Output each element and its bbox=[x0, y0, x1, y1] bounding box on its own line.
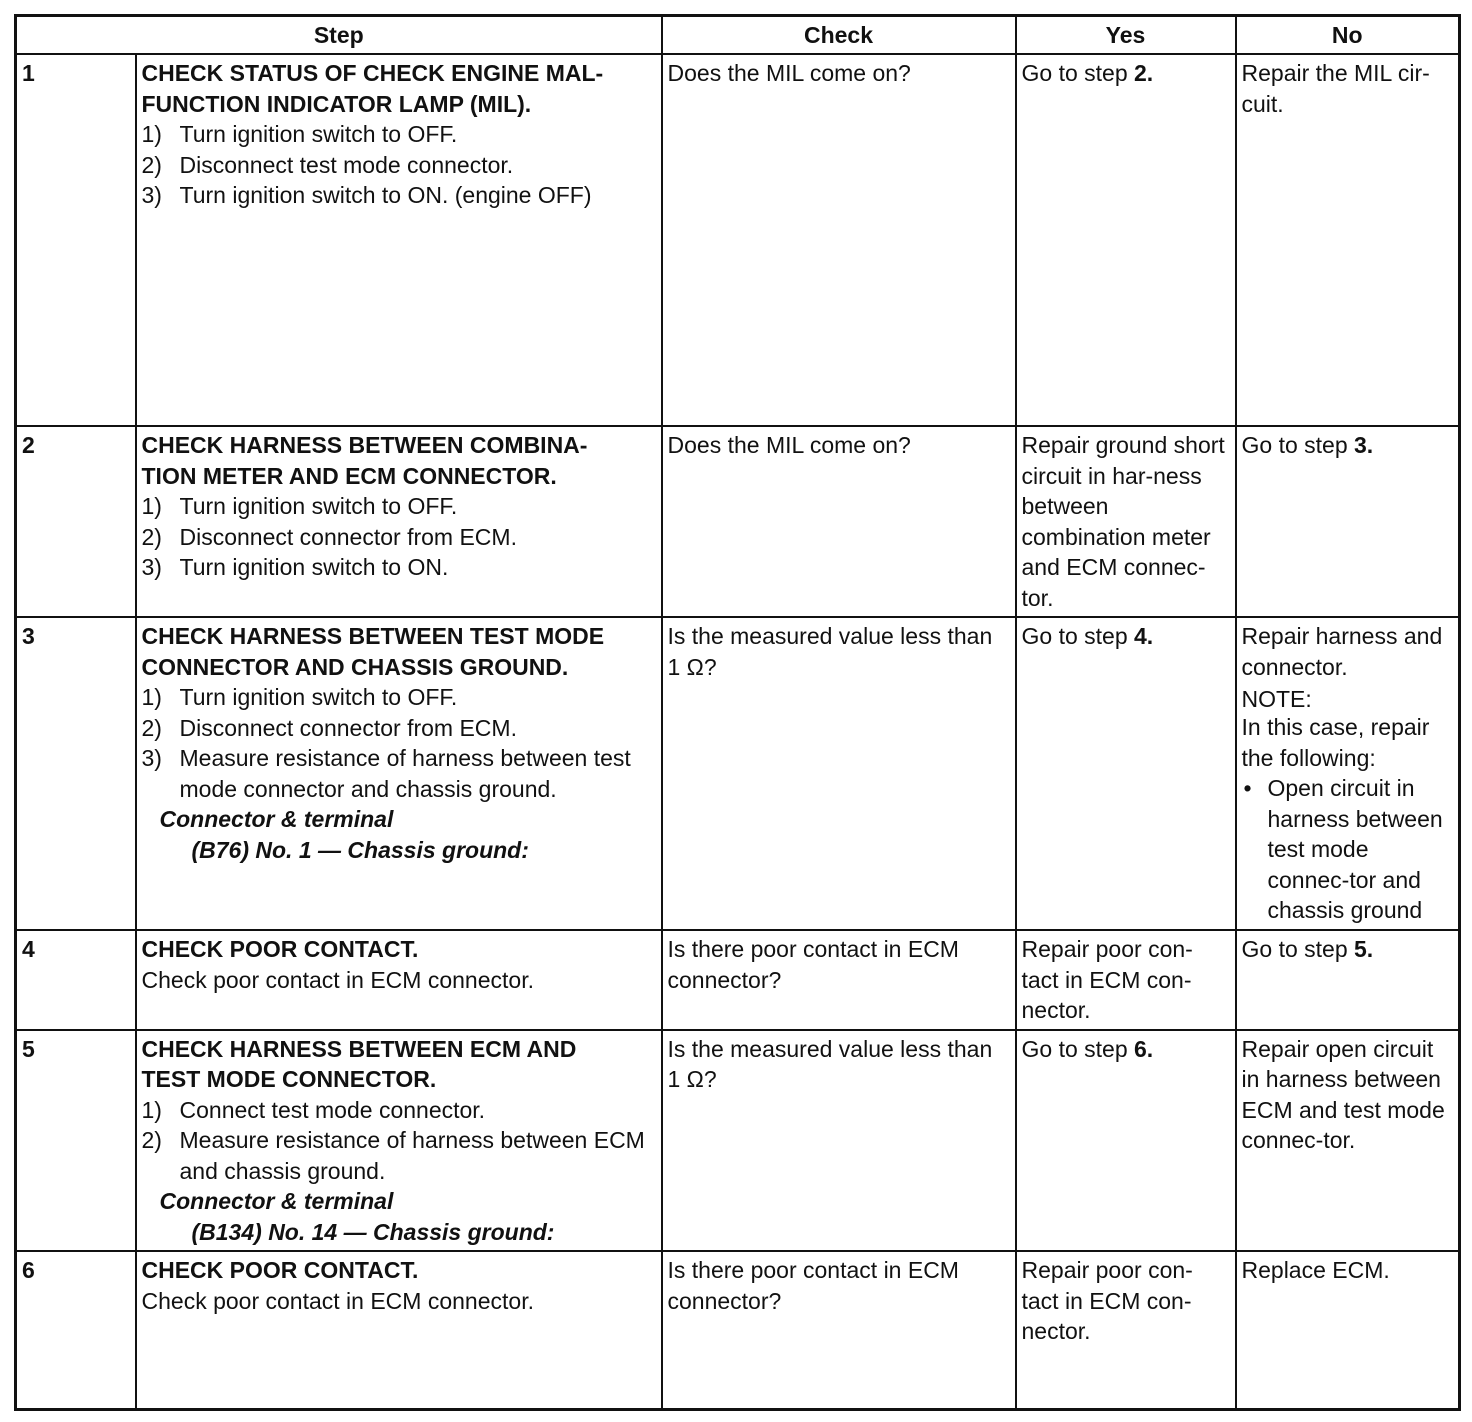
step-description bbox=[136, 617, 662, 930]
step-number: 5 bbox=[16, 1030, 136, 1252]
step-reference: 2. bbox=[1134, 60, 1154, 86]
table-row bbox=[16, 426, 1460, 617]
step-number: 1 bbox=[16, 54, 136, 426]
step-title: CHECK HARNESS BETWEEN TEST MODE CONNECTOR AND CHASSIS GROUND. bbox=[141, 623, 605, 680]
note-bullet: • Open circuit in harness between test mode connec-tor and chassis ground bbox=[1243, 775, 1443, 923]
check-question: Is the measured value less than 1 Ω? bbox=[662, 1030, 1016, 1252]
check-question: Is the measured value less than 1 Ω? bbox=[662, 617, 1016, 930]
step-number: 2 bbox=[16, 426, 136, 617]
no-action: Repair harness and connector. NOTE: In this case, repair the following: • Open circuit in harness between test mode connec-tor and chassis ground bbox=[1236, 617, 1460, 930]
no-action: Repair open circuit in harness between ECM and test mode connec-tor. bbox=[1236, 1030, 1460, 1252]
step-number: 3 bbox=[16, 617, 136, 930]
step-title: CHECK HARNESS BETWEEN COMBINA- TION METER AND ECM CONNECTOR. bbox=[141, 432, 588, 489]
note-text: In this case, repair the following: bbox=[1241, 714, 1430, 771]
step-title: CHECK POOR CONTACT. bbox=[141, 936, 419, 962]
step-description bbox=[136, 930, 662, 1030]
terminal-value: (B76) No. 1 — Chassis ground: bbox=[191, 836, 529, 863]
table-row bbox=[16, 54, 1460, 426]
sub-step: 1) Connect test mode connector. bbox=[141, 1096, 486, 1123]
terminal-label: Connector & terminal bbox=[159, 1188, 394, 1214]
table-row bbox=[16, 1251, 1460, 1409]
no-action: Go to step 5. bbox=[1236, 930, 1460, 1030]
sub-step: 1) Turn ignition switch to OFF. bbox=[141, 684, 458, 710]
check-question: Is there poor contact in ECM connector? bbox=[662, 930, 1016, 1030]
yes-action: Go to step 4. bbox=[1016, 617, 1236, 930]
sub-step: 3) Turn ignition switch to ON. (engine OFF) bbox=[141, 182, 592, 208]
no-action: Go to step 3. bbox=[1236, 426, 1460, 617]
step-body: Check poor contact in ECM connector. bbox=[141, 966, 534, 993]
terminal-value: (B134) No. 14 — Chassis ground: bbox=[191, 1218, 555, 1245]
step-title: CHECK POOR CONTACT. bbox=[141, 1257, 419, 1283]
table-row bbox=[16, 617, 1460, 930]
note-label: NOTE: bbox=[1241, 686, 1312, 712]
check-question: Is there poor contact in ECM connector? bbox=[662, 1251, 1016, 1409]
header-yes: Yes bbox=[1016, 16, 1236, 55]
step-description bbox=[136, 1251, 662, 1409]
yes-action: Repair poor con-tact in ECM con-nector. bbox=[1016, 1251, 1236, 1409]
sub-step: 1) Turn ignition switch to OFF. bbox=[141, 493, 458, 519]
sub-step: 3) Measure resistance of harness between test mode connector and chassis ground. bbox=[141, 745, 631, 802]
sub-step: 2) Disconnect connector from ECM. bbox=[141, 523, 517, 550]
step-number: 6 bbox=[16, 1251, 136, 1409]
sub-step: 1) Turn ignition switch to OFF. bbox=[141, 121, 458, 147]
check-question: Does the MIL come on? bbox=[662, 426, 1016, 617]
step-reference: 6. bbox=[1134, 1035, 1154, 1062]
step-title: CHECK HARNESS BETWEEN ECM AND TEST MODE CONNECTOR. bbox=[141, 1035, 577, 1092]
step-number: 4 bbox=[16, 930, 136, 1030]
check-question: Does the MIL come on? bbox=[662, 54, 1016, 426]
step-body: Check poor contact in ECM connector. bbox=[141, 1287, 534, 1314]
step-title: CHECK STATUS OF CHECK ENGINE MAL- FUNCTION INDICATOR LAMP (MIL). bbox=[141, 60, 604, 117]
yes-action: Go to step 2. bbox=[1016, 54, 1236, 426]
terminal-label: Connector & terminal bbox=[159, 806, 394, 832]
sub-step: 2) Disconnect test mode connector. bbox=[141, 151, 514, 178]
table-row bbox=[16, 1030, 1460, 1252]
header-step: Step bbox=[16, 16, 662, 55]
sub-step: 2) Disconnect connector from ECM. bbox=[141, 714, 517, 741]
step-description bbox=[136, 1030, 662, 1252]
no-action: Repair the MIL cir-cuit. bbox=[1236, 54, 1460, 426]
yes-action: Go to step 6. bbox=[1016, 1030, 1236, 1252]
no-action: Replace ECM. bbox=[1236, 1251, 1460, 1409]
diagnostic-table bbox=[14, 14, 1461, 1411]
step-reference: 5. bbox=[1354, 936, 1374, 962]
table-row bbox=[16, 930, 1460, 1030]
step-reference: 4. bbox=[1134, 623, 1154, 649]
step-description bbox=[136, 426, 662, 617]
yes-action: Repair ground short circuit in har-ness between combination meter and ECM connec-tor. bbox=[1016, 426, 1236, 617]
step-description bbox=[136, 54, 662, 426]
sub-step: 2) Measure resistance of harness between ECM and chassis ground. bbox=[141, 1127, 645, 1184]
header-check: Check bbox=[662, 16, 1016, 55]
header-row bbox=[16, 16, 1460, 55]
sub-step: 3) Turn ignition switch to ON. bbox=[141, 554, 449, 580]
header-no: No bbox=[1236, 16, 1460, 55]
step-reference: 3. bbox=[1354, 432, 1374, 458]
yes-action: Repair poor con-tact in ECM con-nector. bbox=[1016, 930, 1236, 1030]
